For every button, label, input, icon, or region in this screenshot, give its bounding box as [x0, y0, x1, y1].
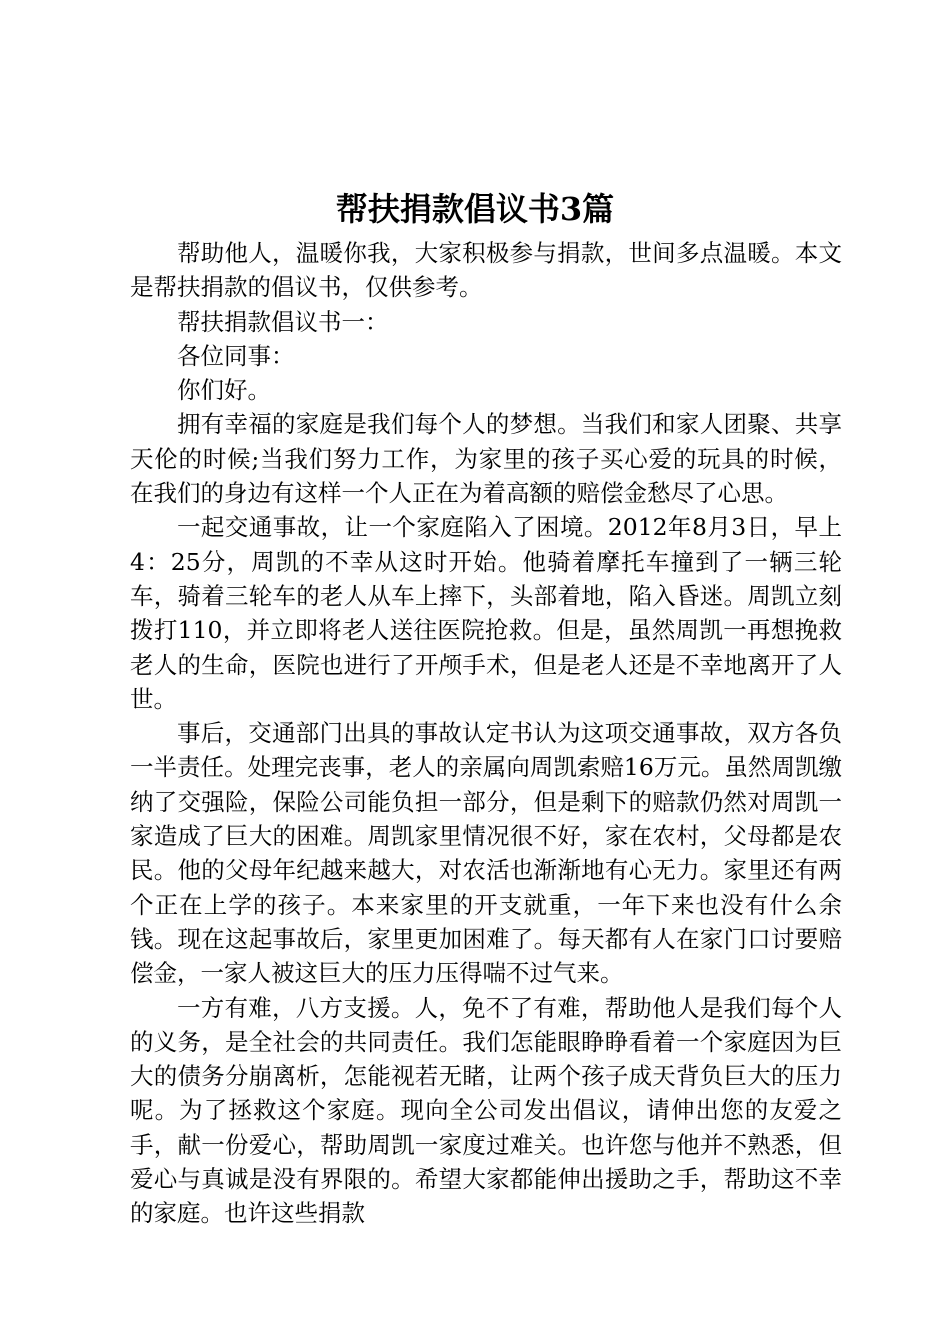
paragraph-family-dream: 拥有幸福的家庭是我们每个人的梦想。当我们和家人团聚、共享天伦的时候;当我们努力工作，为家里的孩子买心爱的玩具的时候，在我们的身边有这样一个人正在为着高额的赔偿金愁尽了心思。: [130, 410, 842, 508]
paragraph-accident: 一起交通事故，让一个家庭陷入了困境。2012年8月3日，早上4：25分，周凯的不幸从这时开始。他骑着摩托车撞到了一辆三轮车，骑着三轮车的老人从车上摔下，头部着地，陷入昏迷。周凯立刻拨打110，并立即将老人送往医院抢救。但是，虽然周凯一再想挽救老人的生命，医院也进行了开颅手术，但是老人还是不幸地离开了人世。: [130, 513, 842, 713]
paragraph-intro: 帮助他人，温暖你我，大家积极参与捐款，世间多点温暖。本文是帮扶捐款的倡议书，仅供参考。: [130, 239, 842, 302]
document-title: 帮扶捐款倡议书3篇: [335, 190, 615, 228]
paragraph-appeal: 一方有难，八方支援。人，免不了有难，帮助他人是我们每个人的义务，是全社会的共同责任。我们怎能眼睁睁看着一个家庭因为巨大的债务分崩离析，怎能视若无睹，让两个孩子成天背负巨大的压力呢。为了拯救这个家庭。现向全公司发出倡议，请伸出您的友爱之手，献一份爱心，帮助周凯一家度过难关。也许您与他并不熟悉，但爱心与真诚是没有界限的。希望大家都能伸出援助之手，帮助这不幸的家庭。也许这些捐款: [130, 993, 842, 1228]
paragraph-aftermath: 事后，交通部门出具的事故认定书认为这项交通事故，双方各负一半责任。处理完丧事，老人的亲属向周凯索赔16万元。虽然周凯缴纳了交强险，保险公司能负担一部分，但是剩下的赔款仍然对周凯一家造成了巨大的困难。周凯家里情况很不好，家在农村，父母都是农民。他的父母年纪越来越大，对农活也渐渐地有心无力。家里还有两个正在上学的孩子。本来家里的开支就重，一年下来也没有什么余钱。现在这起事故后，家里更加困难了。每天都有人在家门口讨要赔偿金，一家人被这巨大的压力压得喘不过气来。: [130, 719, 842, 988]
paragraph-greeting: 你们好。: [177, 376, 271, 405]
document-body: [130, 236, 842, 1231]
paragraph-salutation: 各位同事：: [177, 341, 295, 370]
paragraph-section-heading: 帮扶捐款倡议书一：: [177, 307, 389, 336]
